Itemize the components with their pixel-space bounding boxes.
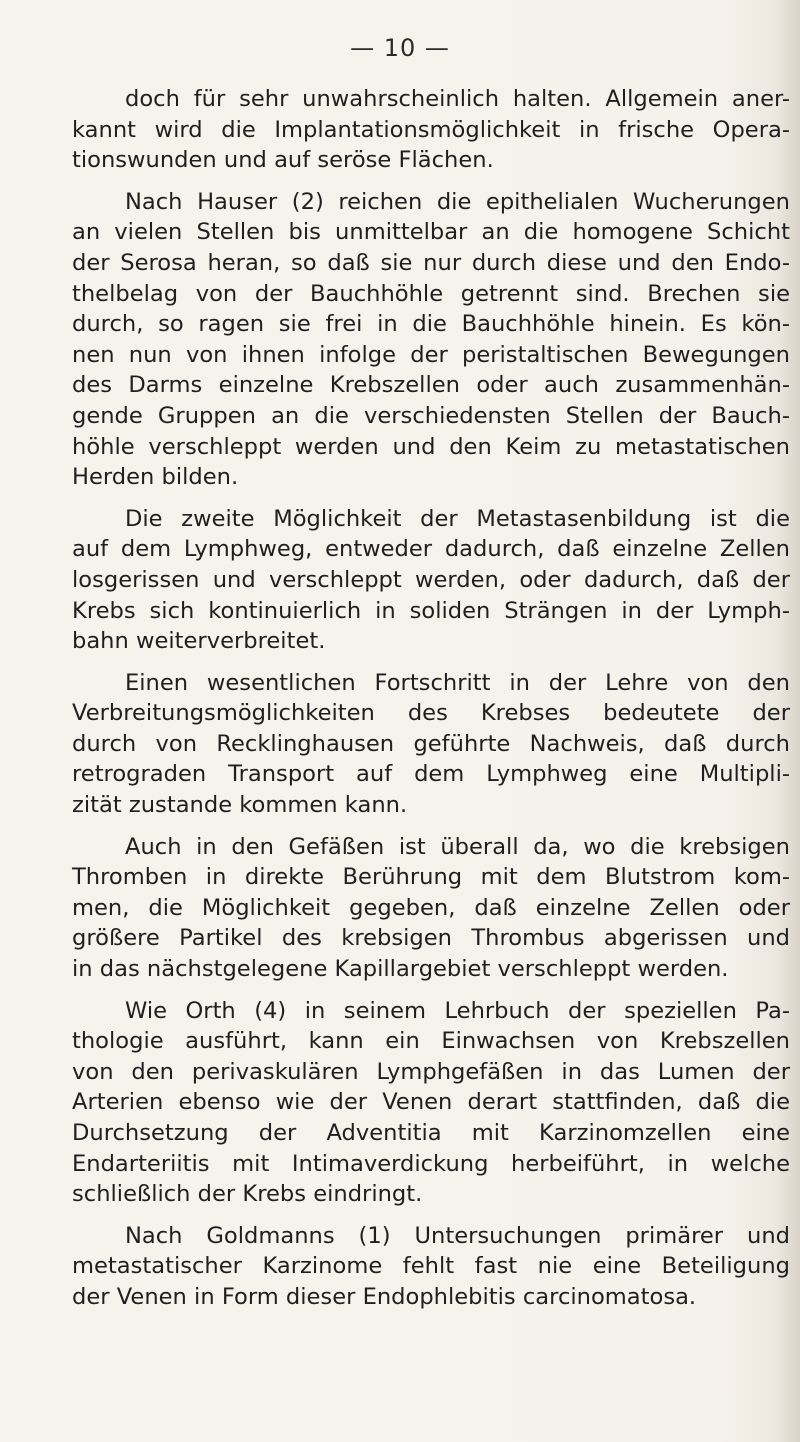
text-line: schließlich der Krebs eindringt. <box>72 1181 423 1208</box>
paragraph <box>72 668 790 821</box>
paragraph <box>72 84 790 176</box>
text-line: höhle verschleppt werden und den Keim zu metastatischen <box>72 433 790 460</box>
text-line: losgerissen und verschleppt werden, oder dadurch, daß der <box>72 566 790 593</box>
text-line: Wie Orth (4) in seinem Lehrbuch der speziellen Pa- <box>125 997 790 1024</box>
text-line: der Serosa heran, so daß sie nur durch diese und den Endo- <box>72 249 790 276</box>
text-line: doch für sehr unwahrscheinlich halten. Allgemein aner- <box>125 86 790 112</box>
text-line: Nach Goldmanns (1) Untersuchungen primärer und <box>125 1222 790 1249</box>
text-line: durch von Recklinghausen geführte Nachweis, daß durch <box>72 730 790 757</box>
text-line: kannt wird die Implantationsmöglichkeit in frische Opera- <box>72 116 790 143</box>
text-line: Thromben in direkte Berührung mit dem Blutstrom kom- <box>72 864 790 891</box>
text-line: men, die Möglichkeit gegeben, daß einzelne Zellen oder <box>72 894 790 921</box>
text-line: metastatischer Karzinome fehlt fast nie eine Beteiligung <box>72 1253 790 1280</box>
text-line: Nach Hauser (2) reichen die epithelialen Wucherungen <box>125 188 790 215</box>
text-line: Herden bilden. <box>72 464 239 491</box>
text-line: Auch in den Gefäßen ist überall da, wo die krebsigen <box>125 833 790 860</box>
paragraph <box>72 1221 790 1313</box>
text-line: durch, so ragen sie frei in die Bauchhöhle hinein. Es kön- <box>72 311 790 338</box>
text-line: von den perivaskulären Lymphgefäßen in das Lumen der <box>72 1058 790 1085</box>
text-line: zität zustande kommen kann. <box>72 792 408 819</box>
text-line: des Darms einzelne Krebszellen oder auch zusammenhän- <box>72 372 790 399</box>
paragraph <box>72 187 790 493</box>
text-line: Arterien ebenso wie der Venen derart stattfinden, daß die <box>72 1089 790 1116</box>
text-line: der Venen in Form dieser Endophlebitis carcinomatosa. <box>72 1283 697 1310</box>
text-line: bahn weiterverbreitet. <box>72 628 326 655</box>
text-line: Verbreitungsmöglichkeiten des Krebses bedeutete der <box>72 700 790 727</box>
text-line: in das nächstgelegene Kapillargebiet verschleppt werden. <box>72 956 729 983</box>
text-line: größere Partikel des krebsigen Thrombus abgerissen und <box>72 925 790 952</box>
text-line: Die zweite Möglichkeit der Metastasenbildung ist die <box>125 505 790 532</box>
text-line: tionswunden und auf seröse Flächen. <box>72 147 494 174</box>
text-line: Krebs sich kontinuierlich in soliden Strängen in der Lymph- <box>72 597 790 624</box>
paragraph <box>72 832 790 985</box>
page-number: — 10 — <box>350 34 450 62</box>
paragraph <box>72 504 790 657</box>
text-line: thelbelag von der Bauchhöhle getrennt sind. Brechen sie <box>72 280 790 307</box>
body-text <box>72 84 790 1324</box>
text-line: an vielen Stellen bis unmittelbar an die homogene Schicht <box>72 219 790 246</box>
text-line: retrograden Transport auf dem Lymphweg eine Multipli- <box>72 761 790 788</box>
text-line: Durchsetzung der Adventitia mit Karzinomzellen eine <box>72 1120 790 1146</box>
text-line: auf dem Lymphweg, entweder dadurch, daß einzelne Zellen <box>72 536 790 563</box>
text-line: nen nun von ihnen infolge der peristaltischen Bewegungen <box>72 341 790 368</box>
paragraph <box>72 996 790 1210</box>
text-line: thologie ausführt, kann ein Einwachsen von Krebszellen <box>72 1028 790 1055</box>
text-line: Endarteriitis mit Intimaverdickung herbeiführt, in welche <box>72 1150 790 1177</box>
text-line: Einen wesentlichen Fortschritt in der Lehre von den <box>125 669 790 696</box>
text-line: gende Gruppen an die verschiedensten Stellen der Bauch- <box>72 402 790 429</box>
